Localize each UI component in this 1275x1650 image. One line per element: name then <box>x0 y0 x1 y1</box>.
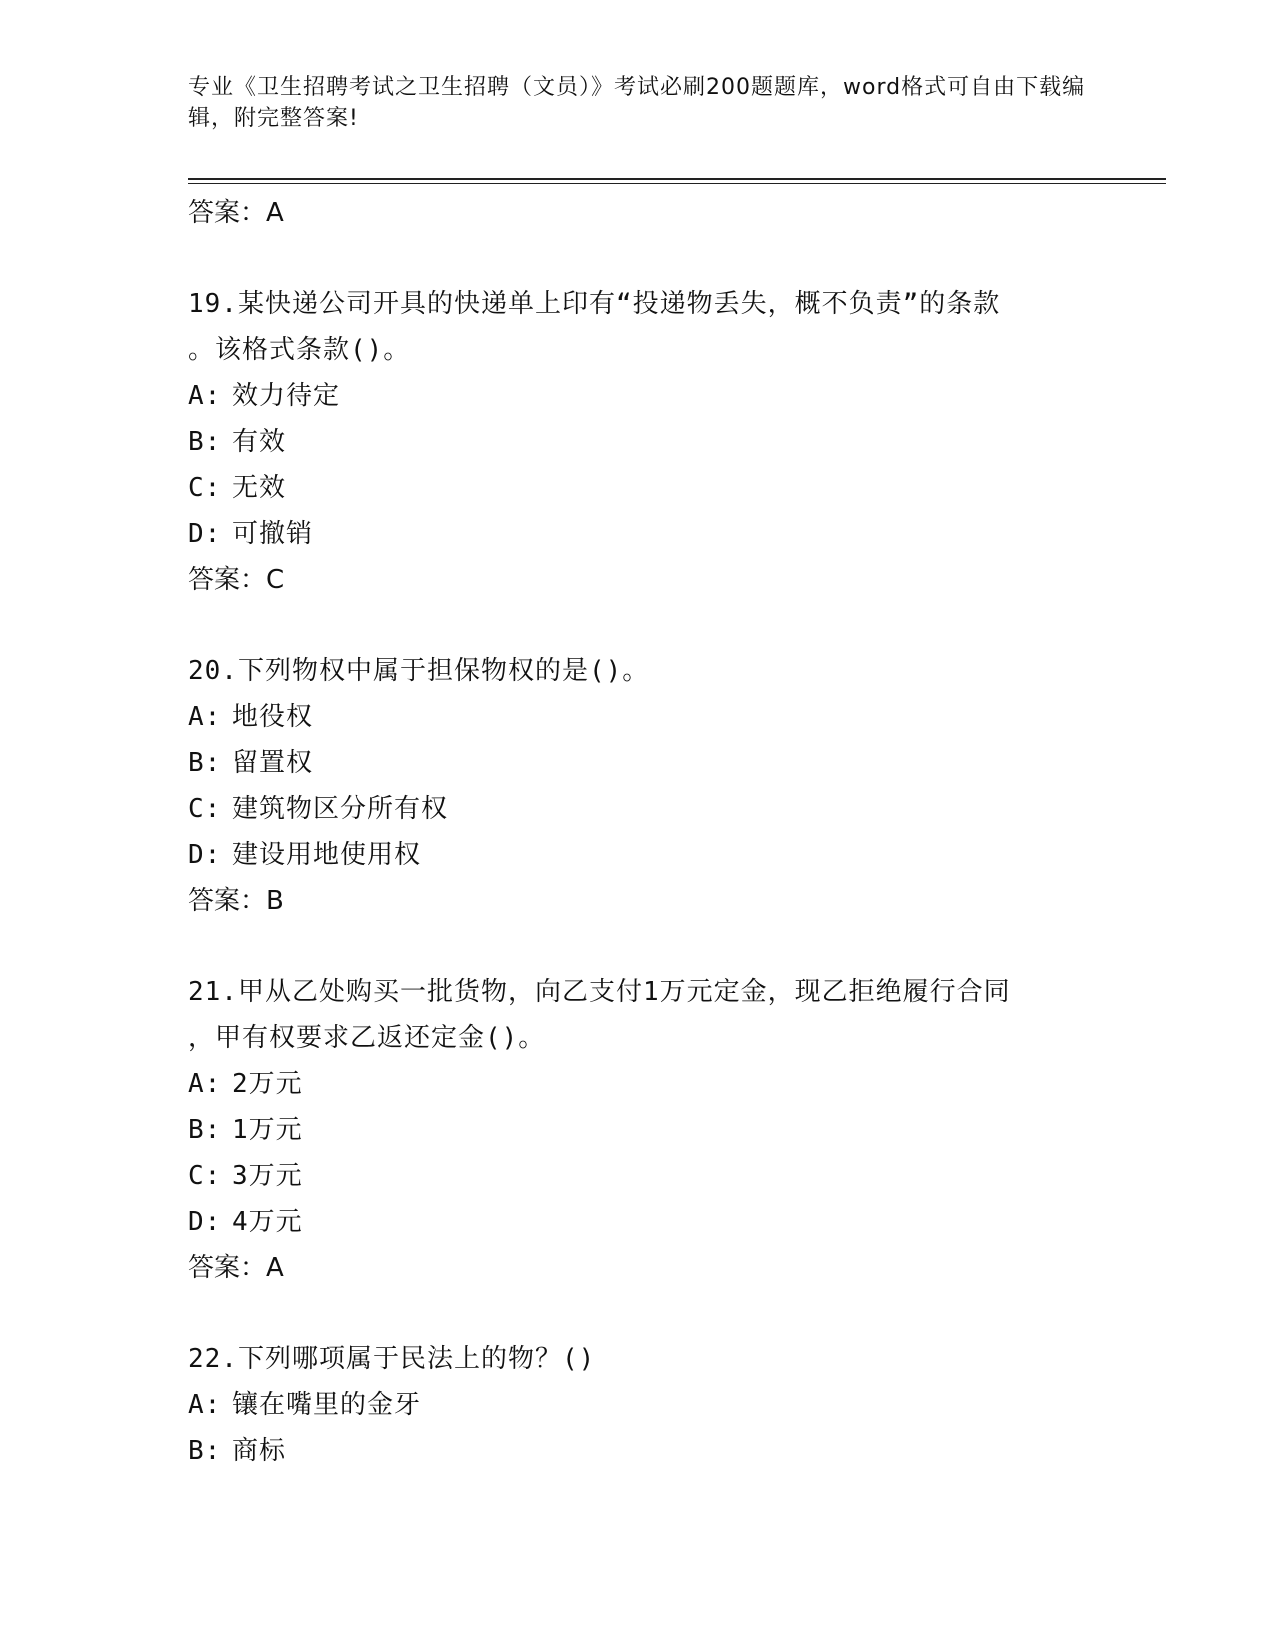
option-text: 2万元 <box>232 1069 303 1099</box>
option-key: C: <box>188 473 222 503</box>
question-text: 21.甲从乙处购买一批货物，向乙支付1万元定金，现乙拒绝履行合同 <box>188 977 1011 1007</box>
option-key: D: <box>188 840 222 870</box>
answer-option <box>188 740 1088 786</box>
option-key: C: <box>188 1161 222 1191</box>
option-key: A: <box>188 1390 222 1420</box>
question-list <box>188 190 1088 1474</box>
answer-option <box>188 1382 1088 1428</box>
header-rule-thin <box>188 183 1166 184</box>
option-key: A: <box>188 702 222 732</box>
option-text: 留置权 <box>232 748 314 778</box>
question-block <box>188 1336 1088 1474</box>
answer-option <box>188 1199 1088 1245</box>
answer-option <box>188 786 1088 832</box>
answer-option <box>188 511 1088 557</box>
answer-line: 答案：A <box>188 198 284 228</box>
answer-line: 答案：C <box>188 565 285 595</box>
question-text: 20.下列物权中属于担保物权的是()。 <box>188 656 650 686</box>
option-key: B: <box>188 427 222 457</box>
option-text: 1万元 <box>232 1115 303 1145</box>
option-key: B: <box>188 1436 222 1466</box>
option-key: B: <box>188 1115 222 1145</box>
answer-line: 答案：A <box>188 1253 284 1283</box>
question-text: 22.下列哪项属于民法上的物？() <box>188 1344 596 1374</box>
answer-option <box>188 1107 1088 1153</box>
option-text: 地役权 <box>232 702 314 732</box>
option-text: 镶在嘴里的金牙 <box>232 1390 422 1420</box>
answer-option <box>188 373 1088 419</box>
option-text: 3万元 <box>232 1161 303 1191</box>
question-text: ，甲有权要求乙返还定金()。 <box>188 1023 546 1053</box>
option-text: 可撤销 <box>232 519 314 549</box>
answer-line: 答案：B <box>188 886 284 916</box>
answer-option <box>188 832 1088 878</box>
answer-option <box>188 465 1088 511</box>
question-text: 。该格式条款()。 <box>188 335 411 365</box>
option-text: 效力待定 <box>232 381 341 411</box>
document-header: 专业《卫生招聘考试之卫生招聘（文员）》考试必刷200题题库，word格式可自由下载编辑，附完整答案! <box>188 75 1086 131</box>
option-key: D: <box>188 519 222 549</box>
option-text: 有效 <box>232 427 287 457</box>
answer-option <box>188 694 1088 740</box>
answer-option <box>188 1428 1088 1474</box>
option-text: 4万元 <box>232 1207 303 1237</box>
option-text: 无效 <box>232 473 287 503</box>
option-text: 建设用地使用权 <box>232 840 422 870</box>
answer-option <box>188 1061 1088 1107</box>
option-key: C: <box>188 794 222 824</box>
question-block <box>188 281 1088 603</box>
question-text: 19.某快递公司开具的快递单上印有“投递物丢失，概不负责”的条款 <box>188 289 1001 319</box>
option-text: 商标 <box>232 1436 287 1466</box>
question-block <box>188 969 1088 1291</box>
option-key: A: <box>188 381 222 411</box>
option-key: A: <box>188 1069 222 1099</box>
option-key: D: <box>188 1207 222 1237</box>
option-text: 建筑物区分所有权 <box>232 794 449 824</box>
option-key: B: <box>188 748 222 778</box>
answer-option <box>188 1153 1088 1199</box>
answer-option <box>188 419 1088 465</box>
header-rule-thick <box>188 178 1166 180</box>
question-block <box>188 648 1088 924</box>
